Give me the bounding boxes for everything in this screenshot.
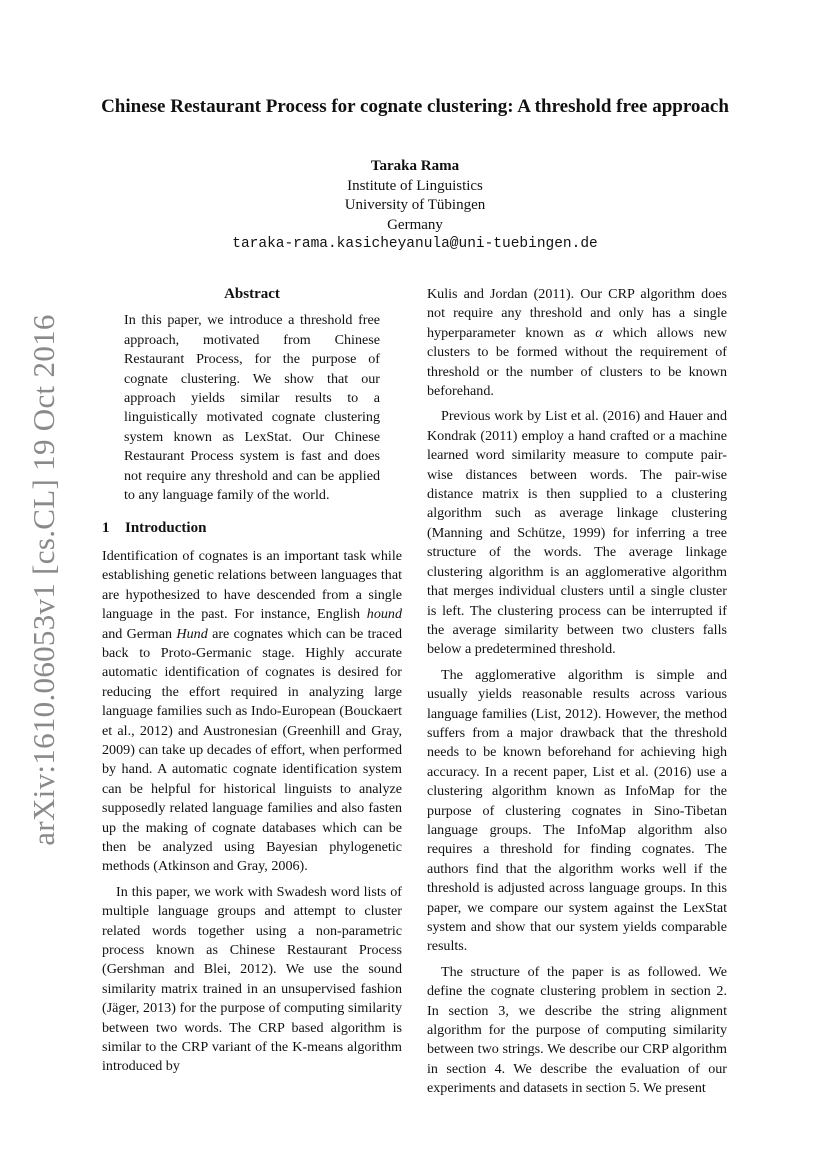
author-block — [100, 157, 730, 255]
emphasis-hund: Hund — [176, 625, 208, 642]
alpha-symbol: α — [595, 324, 603, 341]
emphasis-hound: hound — [366, 606, 402, 623]
paragraph: The agglomerative algorithm is simple and usually yields reasonable results across various language families (List, 2012). However, the method suffers from a major drawback that the threshold needs to be known beforehand for achieving high accuracy. In a recent paper, List et al. (2016) use a clustering algorithm known as InfoMap for the purpose of clustering cognates in Sino-Tibetan language groups. The InfoMap algorithm also requires a threshold for finding cognates. The authors find that the algorithm works well if the threshold is adjusted across language groups. In this paper, we compare our system against the LexStat system and show that our system yields comparable results. — [427, 666, 727, 955]
author-name: Taraka Rama — [370, 158, 460, 174]
paragraph: Kulis and Jordan (2011). Our CRP algorithm does not require any threshold and only has a single hyperparameter known as α which allows new clusters to be formed without the requirement of threshold or the number of clusters to be known beforehand. — [427, 286, 727, 400]
section-heading-introduction — [102, 519, 402, 538]
right-column — [427, 285, 727, 1099]
author-email: taraka-rama.kasicheyanula@uni-tuebingen.de — [232, 236, 598, 252]
abstract-text: In this paper, we introduce a threshold free approach, motivated from Chinese Restaurant Process, for the purpose of cognate clustering. We show that our approach yields similar results to a linguistically motivated cognate clustering system known as LexStat. Our Chinese Restaurant Process system is fast and does not require any threshold and can be applied to any language family of the world. — [124, 312, 380, 504]
paragraph: Identification of cognates is an important task while establishing genetic relations between languages that are hypothesized to have descended from a single language in the past. For instance, English hound and German Hund are cognates which can be traced back to Proto-Germanic stage. Highly accurate automatic identification of cognates is desired for reducing the effort required in analyzing large language families such as Indo-European (Bouckaert et al., 2012) and Austronesian (Greenhill and Gray, 2009) can take up decades of effort, when performed by hand. A automatic cognate identification system can be helpful for historical linguists to analyze supposedly related language families and also fasten up the making of cognate databases which can be then be analyzed using Bayesian phylogenetic methods (Atkinson and Gray, 2006). — [102, 547, 402, 875]
paragraph: Previous work by List et al. (2016) and Hauer and Kondrak (2011) employ a hand crafted or a machine learned word similarity measure to compute pair-wise distances between words. The pair-wise distance matrix is then supplied to a clustering algorithm such as average linkage clustering (Manning and Schütze, 1999) for inferring a tree structure of the words. The average linkage clustering algorithm is an agglomerative algorithm that merges individual clusters until a single cluster is left. The clustering process can be interrupted if the average similarity between two clusters falls below a predetermined threshold. — [427, 408, 727, 658]
section-title: Introduction — [125, 520, 207, 537]
author-university: University of Tübingen — [344, 197, 486, 213]
paragraph: In this paper, we work with Swadesh word lists of multiple language groups and attempt to cluster related words together using a non-parametric process known as Chinese Restaurant Process (Gershman and Blei, 2012). We use the sound similarity matrix trained in an unsupervised fashion (Jäger, 2013) for the purpose of computing similarity between two words. The CRP based algorithm is similar to the CRP variant of the K-means algorithm introduced by — [102, 883, 402, 1075]
section-number: 1 — [102, 520, 110, 537]
paragraph: The structure of the paper is as followed. We define the cognate clustering problem in section 2. In section 3, we describe the string alignment algorithm for the purpose of computing similarity between two strings. We describe our CRP algorithm in section 4. We describe the evaluation of our experiments and datasets in section 5. We present — [427, 963, 727, 1097]
arxiv-identifier: arXiv:1610.06053v1 [cs.CL] 19 Oct 2016 — [26, 314, 61, 846]
left-column — [102, 285, 402, 1077]
author-affiliation: Institute of Linguistics — [347, 177, 483, 194]
abstract-heading: Abstract — [224, 286, 280, 302]
author-country: Germany — [387, 216, 443, 233]
paper-title: Chinese Restaurant Process for cognate clustering: A threshold free approach — [101, 96, 729, 117]
